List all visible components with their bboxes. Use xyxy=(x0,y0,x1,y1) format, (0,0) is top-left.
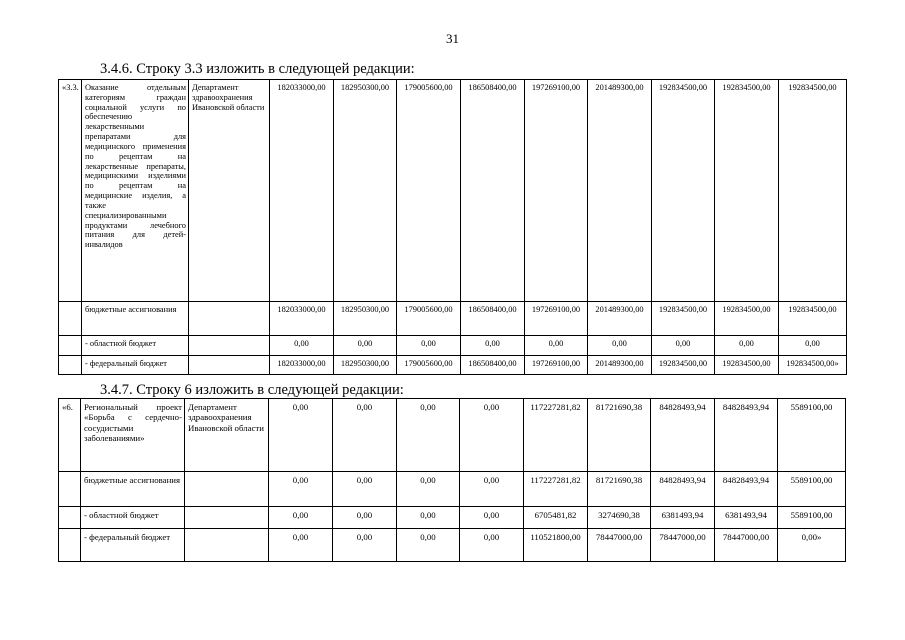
value-cell: 81721690,38 xyxy=(588,399,651,472)
value-cell: 182950300,00 xyxy=(334,302,397,336)
value-cell: 3274690,38 xyxy=(588,507,651,529)
value-cell: 78447000,00 xyxy=(715,529,778,562)
value-cell: 201489300,00 xyxy=(588,302,652,336)
row-label: бюджетные ассигнования xyxy=(82,302,189,336)
value-cell: 0,00 xyxy=(269,507,333,529)
row-label: бюджетные ассигнования xyxy=(81,472,185,507)
value-cell: 0,00 xyxy=(269,472,333,507)
row-label: - федеральный бюджет xyxy=(82,356,189,375)
value-cell: 192834500,00 xyxy=(779,302,847,336)
value-cell: 192834500,00 xyxy=(652,80,715,302)
value-cell: 201489300,00 xyxy=(588,80,652,302)
value-cell: 201489300,00 xyxy=(588,356,652,375)
value-cell: 84828493,94 xyxy=(715,399,778,472)
value-cell: 197269100,00 xyxy=(525,356,588,375)
value-cell: 84828493,94 xyxy=(651,399,715,472)
empty-cell xyxy=(189,302,270,336)
executor: Департамент здравоохранения Ивановской области xyxy=(189,80,270,302)
table-row xyxy=(59,356,847,375)
value-cell: 0,00 xyxy=(461,336,525,356)
table-row-3-3 xyxy=(58,79,847,375)
row-number: «3.3. xyxy=(59,80,82,302)
table-row xyxy=(59,80,847,302)
empty-cell xyxy=(59,302,82,336)
empty-cell xyxy=(189,336,270,356)
value-cell: 186508400,00 xyxy=(461,356,525,375)
value-cell: 0,00» xyxy=(778,529,846,562)
value-cell: 0,00 xyxy=(333,507,397,529)
value-cell: 0,00 xyxy=(333,399,397,472)
value-cell: 0,00 xyxy=(779,336,847,356)
value-cell: 0,00 xyxy=(460,472,524,507)
page-number: 31 xyxy=(446,31,459,46)
measure-name: Региональный проект «Борьба с сердечно-сосудистыми заболеваниями» xyxy=(81,399,185,472)
section-heading-3-4-6: 3.4.6. Строку 3.3 изложить в следующей редакции: xyxy=(100,61,415,77)
value-cell: 182033000,00 xyxy=(270,356,334,375)
value-cell: 192834500,00 xyxy=(715,356,779,375)
table-row xyxy=(59,336,847,356)
value-cell: 6381493,94 xyxy=(651,507,715,529)
empty-cell xyxy=(59,472,81,507)
value-cell: 192834500,00 xyxy=(715,80,779,302)
empty-cell xyxy=(59,507,81,529)
value-cell: 182033000,00 xyxy=(270,302,334,336)
executor: Департамент здравоохранения Ивановской области xyxy=(185,399,269,472)
value-cell: 5589100,00 xyxy=(778,472,846,507)
value-cell: 6705481,82 xyxy=(524,507,588,529)
value-cell: 0,00 xyxy=(269,529,333,562)
value-cell: 192834500,00 xyxy=(779,80,847,302)
value-cell: 117227281,82 xyxy=(524,399,588,472)
value-cell: 192834500,00 xyxy=(652,356,715,375)
value-cell: 192834500,00 xyxy=(652,302,715,336)
value-cell: 5589100,00 xyxy=(778,507,846,529)
value-cell: 0,00 xyxy=(397,399,460,472)
table-row xyxy=(59,529,846,562)
empty-cell xyxy=(185,529,269,562)
empty-cell xyxy=(185,507,269,529)
value-cell: 182950300,00 xyxy=(334,80,397,302)
row-label: - федеральный бюджет xyxy=(81,529,185,562)
value-cell: 0,00 xyxy=(715,336,779,356)
value-cell: 0,00 xyxy=(525,336,588,356)
value-cell: 0,00 xyxy=(460,529,524,562)
table-row xyxy=(59,302,847,336)
value-cell: 0,00 xyxy=(460,399,524,472)
empty-cell xyxy=(59,356,82,375)
value-cell: 0,00 xyxy=(333,529,397,562)
value-cell: 84828493,94 xyxy=(651,472,715,507)
empty-cell xyxy=(185,472,269,507)
value-cell: 78447000,00 xyxy=(588,529,651,562)
row-label: - областной бюджет xyxy=(82,336,189,356)
table-row xyxy=(59,399,846,472)
value-cell: 179005600,00 xyxy=(397,302,461,336)
measure-name: Оказание отдельным категориям граждан социальной услуги по обеспечению лекарственными препаратами для медицинского применения по рецептам на лекарственные препараты, медицинскими изделиями по рецептам на медицинские изделия, а также специализированными продуктами лечебного питания для детей-инвалидов xyxy=(82,80,189,302)
value-cell: 186508400,00 xyxy=(461,302,525,336)
value-cell: 0,00 xyxy=(269,399,333,472)
value-cell: 84828493,94 xyxy=(715,472,778,507)
empty-cell xyxy=(189,356,270,375)
value-cell: 0,00 xyxy=(652,336,715,356)
value-cell: 0,00 xyxy=(397,336,461,356)
value-cell: 0,00 xyxy=(333,472,397,507)
table-row xyxy=(59,507,846,529)
value-cell: 182033000,00 xyxy=(270,80,334,302)
value-cell: 179005600,00 xyxy=(397,80,461,302)
value-cell: 81721690,38 xyxy=(588,472,651,507)
value-cell: 179005600,00 xyxy=(397,356,461,375)
value-cell: 192834500,00 xyxy=(715,302,779,336)
empty-cell xyxy=(59,336,82,356)
value-cell: 78447000,00 xyxy=(651,529,715,562)
value-cell: 0,00 xyxy=(460,507,524,529)
value-cell: 110521800,00 xyxy=(524,529,588,562)
value-cell: 0,00 xyxy=(397,529,460,562)
value-cell: 0,00 xyxy=(397,472,460,507)
value-cell: 197269100,00 xyxy=(525,80,588,302)
value-cell: 192834500,00» xyxy=(779,356,847,375)
value-cell: 0,00 xyxy=(588,336,652,356)
empty-cell xyxy=(59,529,81,562)
value-cell: 117227281,82 xyxy=(524,472,588,507)
value-cell: 182950300,00 xyxy=(334,356,397,375)
table-row-6 xyxy=(58,398,846,562)
value-cell: 5589100,00 xyxy=(778,399,846,472)
row-number: «6. xyxy=(59,399,81,472)
value-cell: 0,00 xyxy=(270,336,334,356)
value-cell: 6381493,94 xyxy=(715,507,778,529)
value-cell: 186508400,00 xyxy=(461,80,525,302)
row-label: - областной бюджет xyxy=(81,507,185,529)
value-cell: 0,00 xyxy=(334,336,397,356)
value-cell: 0,00 xyxy=(397,507,460,529)
value-cell: 197269100,00 xyxy=(525,302,588,336)
section-heading-3-4-7: 3.4.7. Строку 6 изложить в следующей редакции: xyxy=(100,382,404,398)
table-row xyxy=(59,472,846,507)
